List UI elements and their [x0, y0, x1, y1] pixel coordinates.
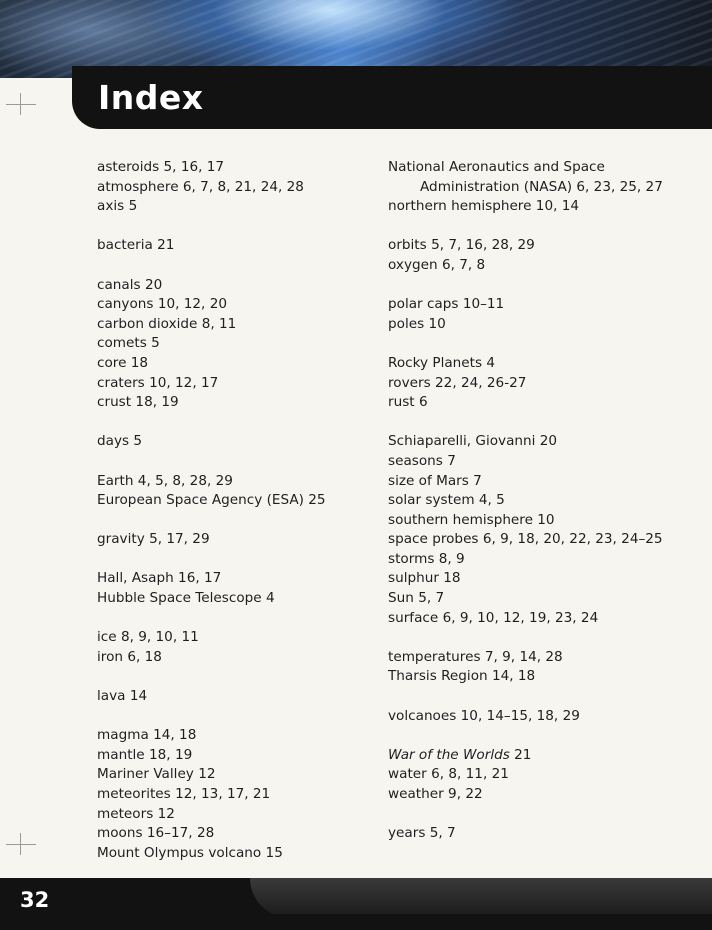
index-pages: 14, 18 — [491, 668, 536, 685]
index-term: polar caps — [388, 296, 459, 313]
index-term: sulphur — [388, 570, 439, 587]
index-column-left — [97, 158, 372, 863]
index-term: lava — [97, 688, 126, 705]
entry-gap — [97, 609, 372, 629]
index-term: Schiaparelli, Giovanni — [388, 433, 536, 450]
index-term: core — [97, 354, 127, 371]
index-pages: 12 — [198, 766, 216, 783]
index-entry — [388, 785, 688, 805]
entry-gap — [97, 511, 372, 531]
index-entry — [97, 178, 372, 198]
index-entry — [97, 805, 372, 825]
registration-mark-bottom-vertical — [20, 833, 21, 855]
index-pages: 18, 19 — [149, 746, 193, 763]
index-entry — [97, 824, 372, 844]
index-pages: 5 — [133, 433, 143, 450]
index-term: craters — [97, 374, 145, 391]
index-entry — [388, 472, 688, 492]
index-term: meteorites — [97, 786, 171, 802]
index-entry — [97, 844, 372, 864]
index-entry — [388, 550, 688, 570]
index-entry — [97, 236, 372, 256]
entry-gap — [97, 256, 372, 276]
index-term: years — [388, 825, 426, 842]
index-term: comets — [97, 335, 147, 352]
index-entry — [97, 374, 372, 394]
index-entry — [388, 511, 688, 531]
index-pages: 20 — [144, 276, 163, 293]
index-entry — [388, 158, 688, 178]
index-entry — [388, 178, 688, 198]
title-bar — [72, 66, 712, 129]
index-pages: 12 — [157, 805, 175, 822]
index-term: crust — [97, 394, 132, 411]
index-pages: 7 — [447, 452, 456, 469]
entry-gap — [97, 550, 372, 570]
index-pages: 6, 9, 10, 12, 19, 23, 24 — [442, 609, 599, 626]
index-term: iron — [97, 648, 123, 665]
index-entry — [97, 276, 372, 296]
entry-gap — [388, 628, 688, 648]
index-term: European Space Agency (ESA) — [97, 492, 304, 509]
index-pages: 6, 7, 8, 21, 24, 28 — [182, 178, 304, 195]
index-term: carbon dioxide — [97, 315, 198, 332]
entry-gap — [388, 805, 688, 825]
index-term: magma — [97, 727, 149, 744]
index-pages: 10, 14 — [535, 198, 580, 215]
index-pages: 6, 18 — [127, 648, 162, 665]
index-entry — [388, 569, 688, 589]
index-term: Hall, Asaph — [97, 570, 174, 587]
index-entry — [97, 765, 372, 785]
index-entry — [388, 609, 688, 629]
index-column-right — [388, 158, 688, 844]
registration-mark-bottom — [6, 844, 36, 845]
index-term: bacteria — [97, 237, 153, 254]
index-term: volcanoes — [388, 707, 457, 724]
index-term: oxygen — [388, 256, 438, 273]
index-entry — [388, 648, 688, 668]
index-term: solar system — [388, 492, 475, 509]
index-pages: 6 — [418, 394, 428, 411]
entry-gap — [97, 413, 372, 433]
index-entry — [388, 746, 688, 766]
index-entry — [388, 530, 688, 550]
index-pages: 10, 12, 17 — [149, 374, 219, 391]
index-pages: 15 — [265, 844, 283, 861]
index-term: northern hemisphere — [388, 198, 532, 215]
index-pages: 5, 7 — [429, 825, 456, 842]
index-entry — [97, 530, 372, 550]
index-term: Hubble Space Telescope — [97, 590, 262, 607]
index-entry — [388, 432, 688, 452]
index-pages: 10 — [428, 315, 446, 332]
index-entry — [388, 589, 688, 609]
index-entry — [388, 315, 688, 335]
index-pages: 6, 9, 18, 20, 22, 23, 24–25 — [482, 531, 663, 548]
index-pages: 18, 19 — [135, 394, 179, 411]
index-term: canyons — [97, 296, 154, 313]
index-entry — [97, 472, 372, 492]
index-term: Rocky Planets — [388, 354, 483, 371]
index-term: meteors — [97, 805, 154, 822]
index-pages: 6, 7, 8 — [441, 256, 486, 273]
entry-gap — [388, 687, 688, 707]
index-pages: 21 — [514, 746, 532, 763]
index-term: surface — [388, 609, 439, 626]
index-pages: 4, 5 — [478, 492, 505, 509]
entry-gap — [97, 667, 372, 687]
index-pages: 10, 14–15, 18, 29 — [460, 707, 580, 724]
entry-gap — [97, 217, 372, 237]
entry-gap — [97, 707, 372, 727]
index-pages: 16, 17 — [178, 570, 222, 587]
index-term: Earth — [97, 472, 134, 489]
index-pages: 4 — [486, 354, 496, 371]
index-term: poles — [388, 315, 425, 332]
index-entry — [388, 707, 688, 727]
entry-gap — [388, 217, 688, 237]
index-pages: 5 — [128, 198, 138, 215]
index-entry — [388, 295, 688, 315]
index-term: atmosphere — [97, 178, 179, 195]
index-pages: 21 — [157, 237, 175, 254]
index-entry — [388, 824, 688, 844]
index-term: temperatures — [388, 648, 481, 665]
index-term: War of the Worlds — [388, 746, 510, 763]
index-pages: 5 — [151, 335, 160, 352]
index-pages: 9, 22 — [448, 786, 483, 802]
index-entry — [97, 393, 372, 413]
footer-bar — [0, 878, 712, 930]
index-pages: 14, 18 — [153, 727, 197, 744]
index-entry — [388, 256, 688, 276]
index-term: gravity — [97, 531, 145, 548]
index-entry — [388, 354, 688, 374]
registration-mark-top-vertical — [20, 93, 21, 115]
index-entry — [388, 667, 688, 687]
entry-gap — [388, 413, 688, 433]
index-pages: 7, 9, 14, 28 — [484, 648, 563, 665]
index-term: water — [388, 766, 427, 783]
index-pages: 6, 8, 11, 21 — [431, 766, 509, 783]
entry-gap — [388, 334, 688, 354]
index-pages: 8, 9 — [438, 550, 465, 567]
index-term: space probes — [388, 531, 479, 548]
index-entry — [97, 589, 372, 609]
page-title: Index — [98, 78, 204, 117]
entry-gap — [97, 452, 372, 472]
index-term: Tharsis Region — [388, 668, 488, 685]
index-pages: 4, 5, 8, 28, 29 — [137, 472, 233, 489]
index-entry — [388, 491, 688, 511]
index-term: National Aeronautics and Space — [388, 159, 605, 175]
index-pages: 6, 23, 25, 27 — [576, 178, 663, 195]
index-entry — [97, 158, 372, 178]
index-pages: 22, 24, 26-27 — [435, 374, 527, 391]
index-pages: 7 — [473, 472, 482, 489]
index-term: orbits — [388, 237, 427, 254]
index-term: moons — [97, 825, 143, 842]
index-entry — [388, 765, 688, 785]
index-term: asteroids — [97, 159, 160, 175]
index-term: canals — [97, 276, 141, 293]
index-entry — [97, 726, 372, 746]
index-pages: 10–11 — [462, 296, 505, 313]
index-entry — [97, 295, 372, 315]
index-term: ice — [97, 629, 117, 646]
index-term: storms — [388, 550, 435, 567]
index-entry — [97, 648, 372, 668]
index-pages: 8, 11 — [201, 315, 237, 332]
entry-gap — [388, 276, 688, 296]
index-term: rovers — [388, 374, 431, 391]
index-pages: 4 — [266, 590, 275, 607]
index-pages: 5, 16, 17 — [163, 159, 225, 175]
page-number: 32 — [20, 888, 50, 912]
index-entry — [388, 452, 688, 472]
index-entry — [97, 746, 372, 766]
index-pages: 5, 7 — [418, 590, 445, 607]
index-term: size of Mars — [388, 472, 469, 489]
index-pages: 5, 17, 29 — [149, 531, 210, 548]
index-entry — [97, 628, 372, 648]
footer-shade — [250, 878, 712, 918]
index-entry — [388, 236, 688, 256]
index-term: seasons — [388, 452, 443, 469]
index-entry — [97, 197, 372, 217]
index-term: rust — [388, 394, 415, 411]
index-entry — [388, 374, 688, 394]
index-term: Mariner Valley — [97, 766, 194, 783]
index-entry — [97, 354, 372, 374]
index-term: Mount Olympus volcano — [97, 844, 262, 861]
index-term: mantle — [97, 746, 145, 763]
index-entry — [388, 197, 688, 217]
index-pages: 16–17, 28 — [146, 825, 215, 842]
index-entry — [97, 432, 372, 452]
index-term: days — [97, 433, 130, 450]
registration-mark-top — [6, 104, 36, 105]
index-entry — [97, 785, 372, 805]
index-entry — [97, 334, 372, 354]
index-pages: 10, 12, 20 — [157, 296, 227, 313]
index-term: Administration (NASA) — [420, 178, 573, 195]
index-term: weather — [388, 786, 444, 802]
index-pages: 12, 13, 17, 21 — [175, 786, 271, 802]
index-entry — [388, 393, 688, 413]
index-pages: 20 — [539, 433, 558, 450]
index-term: Sun — [388, 590, 414, 607]
footer-band — [0, 914, 712, 930]
index-entry — [97, 687, 372, 707]
index-pages: 8, 9, 10, 11 — [120, 629, 199, 646]
index-term: axis — [97, 198, 125, 215]
index-pages: 18 — [443, 570, 461, 587]
index-pages: 10 — [537, 511, 555, 528]
entry-gap — [388, 726, 688, 746]
index-entry — [97, 569, 372, 589]
index-pages: 5, 7, 16, 28, 29 — [431, 237, 535, 254]
index-pages: 14 — [129, 688, 148, 705]
index-entry — [97, 315, 372, 335]
index-term: southern hemisphere — [388, 511, 533, 528]
index-pages: 18 — [130, 354, 149, 371]
index-entry — [97, 491, 372, 511]
index-pages: 25 — [308, 492, 326, 509]
